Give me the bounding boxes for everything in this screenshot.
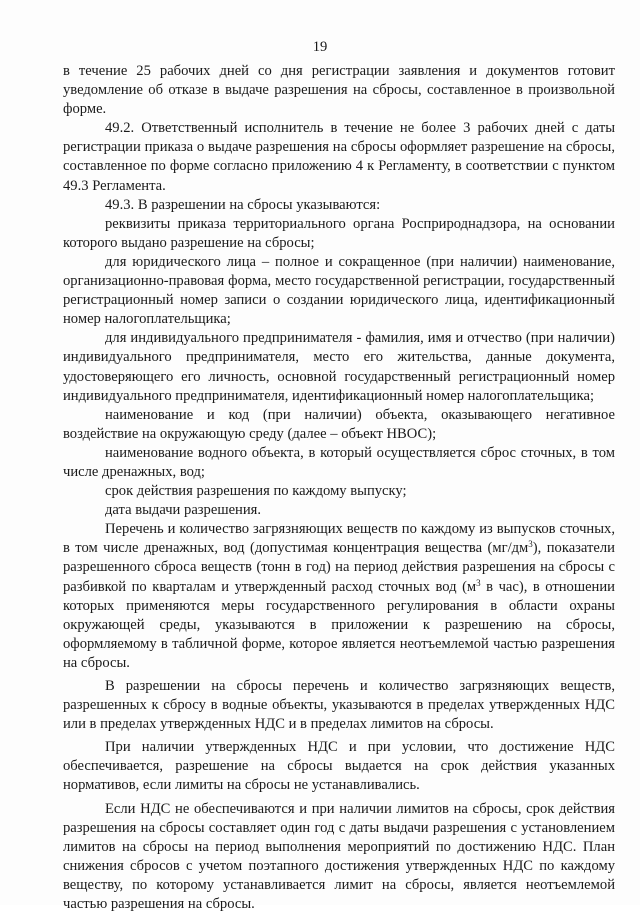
list-item-water-body: наименование водного объекта, в который осуществляется сброс сточных, в том числе дренажных, вод; [63, 444, 615, 480]
list-item-legal-entity: для юридического лица – полное и сокращенное (при наличии) наименование, организационно-правовая форма, место государственной регистрации, государственный регистрационный номер записи о создании юридического лица, идентификационный номер налогоплательщика; [63, 253, 615, 328]
pollutants-text-b: ), показатели разрешенного сброса веществ (тонн в год) на период действия разрешения на сбросы с разбивкой по кварталам и утвержденный расход сточных вод (м [63, 540, 615, 595]
pollutants-text-a: Перечень и количество загрязняющих веществ по каждому из выпусков сточных, в том числе дренажных, вод (допустимая концентрация вещества (мг/дм [63, 521, 615, 557]
document-body [63, 62, 615, 914]
paragraph-49-3: 49.3. В разрешении на сбросы указываются: [105, 196, 381, 213]
list-item-issue-date: дата выдачи разрешения. [105, 502, 262, 519]
paragraph-49-2: 49.2. Ответственный исполнитель в течение не более 3 рабочих дней с даты регистрации приказа о выдаче разрешения на сбросы оформляет разрешение на сбросы, составленное по форме согласно приложению 4 к Регламенту, в соответствии с пунктом 49.3 Регламента. [63, 120, 615, 194]
superscript-b: 3 [476, 577, 481, 588]
paragraph-nds-achieved: При наличии утвержденных НДС и при условии, что достижение НДС обеспечивается, разрешение на сбросы выдается на срок действия указанных нормативов, если лимиты на сбросы не устанавливались. [63, 739, 615, 794]
paragraph-pollutants-list [63, 520, 615, 673]
page-number: 19 [312, 39, 328, 55]
list-item-validity: срок действия разрешения по каждому выпуску; [105, 483, 407, 500]
paragraph-nds-limits: В разрешении на сбросы перечень и количество загрязняющих веществ, разрешенных к сбросу в водные объекты, указываются в пределах утвержденных НДС или в пределах утвержденных НДС и в пределах лимитов на сбросы. [63, 678, 615, 733]
list-item-object-name: наименование и код (при наличии) объекта, оказывающего негативное воздействие на окружающую среду (далее – объект НВОС); [63, 406, 615, 442]
paragraph-nds-not-achieved: Если НДС не обеспечиваются и при наличии лимитов на сбросы, срок действия разрешения на сбросы составляет один год с даты выдачи разрешения с установлением лимитов на сбросы на период выполнения мероприятий по достижению НДС. План снижения сбросов с учетом поэтапного достижения утвержденных НДС по каждому веществу, по которому устанавливается лимит на сбросы, является неотъемлемой частью разрешения на сбросы. [63, 800, 615, 913]
pollutants-text-c: в час), в отношении которых применяются меры государственного регулирования в области охраны окружающей среды, указываются в приложении к разрешению на сбросы, оформляемому в табличной форме, которое является неотъемлемой частью разрешения на сбросы. [63, 578, 615, 671]
superscript-a: 3 [528, 539, 533, 550]
list-item-order-details: реквизиты приказа территориального органа Росприроднадзора, на основании которого выдано разрешение на сбросы; [63, 215, 615, 251]
list-item-entrepreneur: для индивидуального предпринимателя - фамилия, имя и отчество (при наличии) индивидуального предпринимателя, место его жительства, данные документа, удостоверяющего его личность, основной государственный регистрационный номер индивидуального предпринимателя, идентификационный номер налогоплательщика; [63, 330, 615, 404]
paragraph-1: в течение 25 рабочих дней со дня регистрации заявления и документов готовит уведомление об отказе в выдаче разрешения на сбросы, составленное в произвольной форме. [63, 63, 615, 118]
